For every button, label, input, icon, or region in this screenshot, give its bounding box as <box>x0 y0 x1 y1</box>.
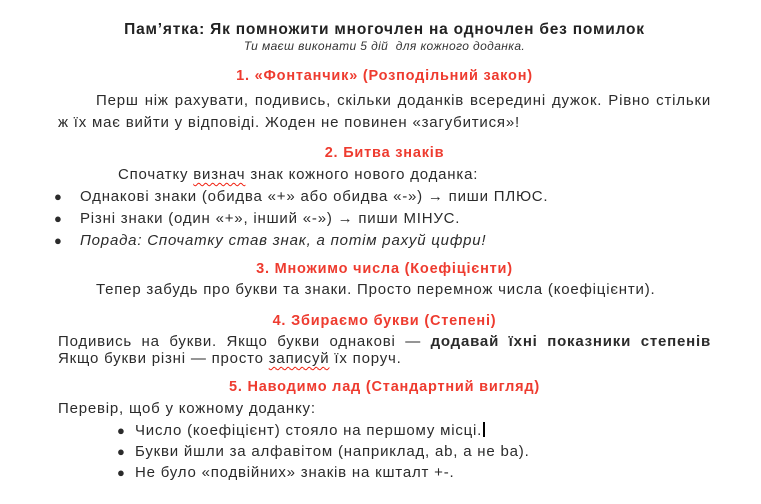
spellcheck-flagged-word: записуй <box>268 350 330 367</box>
section-3-paragraph: Тепер забудь про букви та знаки. Просто перемнож числа (коефіцієнти). <box>96 281 656 298</box>
list-item-text: Не було «подвійних» знаків на кшталт +-. <box>135 464 455 481</box>
paragraph-text: Якщо букви різні — просто <box>58 350 269 367</box>
bullet-icon: ● <box>117 465 126 480</box>
intro-text-after: знак кожного нового доданка: <box>245 166 479 183</box>
section-3-heading: 3. Множимо числа (Коефіцієнти) <box>256 261 513 277</box>
bullet-icon: ● <box>117 423 126 438</box>
list-item-text-tip: Порада: Спочатку став знак, а потім рахуй цифри! <box>80 232 487 249</box>
list-item-text: Різні знаки (один «+», інший «-») → пиши МІНУС. <box>80 210 461 227</box>
text-cursor <box>483 422 485 437</box>
checklist <box>58 420 711 483</box>
list-item <box>58 462 711 483</box>
paragraph-text: Подивись на букви. Якщо букви однакові — <box>58 333 431 350</box>
bullet-icon: ● <box>117 444 126 459</box>
list-item <box>54 230 711 252</box>
intro-text-before: Спочатку <box>118 166 194 183</box>
section-2-heading: 2. Битва знаків <box>324 145 445 161</box>
bullet-icon: ● <box>54 233 63 248</box>
paragraph-text: їх поруч. <box>329 350 402 367</box>
section-5-heading: 5. Наводимо лад (Стандартний вигляд) <box>229 379 540 395</box>
spellcheck-flagged-word: визнач <box>193 166 246 183</box>
doc-title: Пам’ятка: Як помножити многочлен на одночлен без помилок <box>124 21 645 38</box>
section-1-paragraph: Перш ніж рахувати, подивись, скільки доданків всередині дужок. Рівно стільки ж їх має вийти у відповіді. Жоден не повинен «загубитися»! <box>58 92 711 131</box>
checklist-text: Число (коефіцієнт) стояло на першому місці. <box>135 422 483 439</box>
list-item <box>54 186 711 208</box>
bullet-icon: ● <box>54 189 63 204</box>
list-item <box>54 208 711 230</box>
sign-rules-list <box>54 186 711 252</box>
section-4-paragraph <box>58 333 711 367</box>
section-5-intro: Перевір, щоб у кожному доданку: <box>58 400 316 417</box>
list-item <box>58 441 711 462</box>
bullet-icon: ● <box>54 211 63 226</box>
section-4-heading: 4. Збираємо букви (Степені) <box>272 313 497 329</box>
section-2-intro <box>58 164 711 186</box>
section-1-heading: 1. «Фонтанчик» (Розподільний закон) <box>236 68 533 84</box>
paragraph-bold-text: додавай їхні показники степенів <box>430 333 711 350</box>
list-item-text: Однакові знаки (обидва «+» або обидва «-») → пиши ПЛЮС. <box>80 188 549 205</box>
list-item-text: Букви йшли за алфавітом (наприклад, ab, а не ba). <box>135 443 530 460</box>
list-item-text <box>135 420 711 441</box>
doc-subtitle: Ти маєш виконати 5 дій для кожного доданка. <box>243 39 526 53</box>
list-item <box>58 420 711 441</box>
